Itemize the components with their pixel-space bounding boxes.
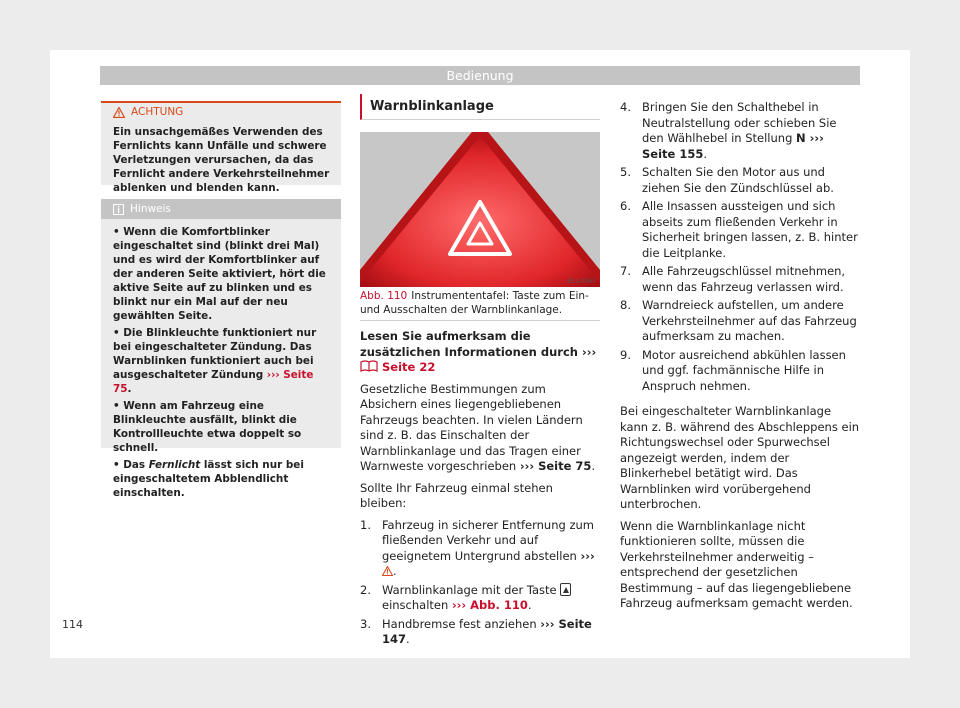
figure-caption: Abb. 110 Instrumententafel: Taste zum Ein- und Ausschalten der Warnblinkanlage.: [360, 287, 600, 321]
page-link[interactable]: N ››› Seite 155: [642, 131, 824, 161]
list-item: 9. Motor ausreichend abkühlen lassen und ggf. fachmännische Hilfe in Anspruch nehmen.: [620, 347, 846, 393]
right-text: [620, 100, 860, 618]
list-item: 2. Warnblinkanlage mit der Taste einschalten ››› Abb. 110.: [360, 583, 600, 614]
intro-page-link[interactable]: Seite 22: [382, 360, 436, 374]
steps-list: [360, 518, 600, 648]
page-number: 114: [62, 618, 83, 631]
middle-text: [360, 329, 600, 651]
legal-page-link[interactable]: ››› Seite 75: [519, 459, 592, 473]
hint-bullet: • Wenn am Fahrzeug eine Blinkleuchte ausfällt, blinkt die Kontrollleuchte etwa doppelt so schnell.: [113, 400, 302, 454]
list-item: 4. Bringen Sie den Schalthebel in Neutralstellung oder schieben Sie den Wählhebel in Stellung N ››› Seite 155.: [620, 100, 837, 161]
list-item: 7. Alle Fahrzeugschlüssel mitnehmen, wenn das Fahrzeug verlassen wird.: [620, 264, 846, 294]
list-item: 1. Fahrzeug in sicherer Entfernung zum fließenden Verkehr und auf geeignetem Untergrund abstellen ››› .: [360, 517, 595, 578]
figure-code: B1L-0267: [567, 278, 596, 285]
warning-icon: [382, 566, 393, 576]
info-icon: [113, 204, 124, 215]
hint-bullet: • Wenn die Komfortblinker eingeschaltet sind (blinkt drei Mal) und es wird der Komfortblinker auf der anderen Seite aktiviert, hört die aktive Seite auf zu blinken und es blinkt nur ein Mal auf der neu gewählten Seite.: [113, 226, 326, 322]
body-paragraph: Wenn die Warnblinkanlage nicht funktionieren sollte, müssen die Verkehrsteilnehmer anderweitig – entsprechend der gesetzlichen Bestimmung – auf das liegengebliebene Fahrzeug aufmerksam gemacht werden.: [620, 518, 853, 610]
figure-hazard-button: [360, 132, 600, 287]
list-item: 6. Alle Insassen aussteigen und sich abseits zum fließenden Verkehr in Sicherheit bringen lassen, z. B. hinter die Leitplanke.: [620, 199, 858, 260]
hint-page-link[interactable]: ››› Seite 75: [113, 369, 314, 395]
hint-box: [101, 199, 341, 499]
figure-label: Abb. 110: [360, 290, 408, 302]
warning-text: Ein unsachgemäßes Verwenden des Fernlichts kann Unfälle und schwere Verletzungen verursachen, da das Fernlicht andere Verkehrsteilnehmer ablenken und blenden kann.: [113, 126, 330, 194]
list-item: 5. Schalten Sie den Motor aus und ziehen Sie den Zündschlüssel ab.: [620, 165, 834, 195]
list-item: 8. Warndreieck aufstellen, um andere Verkehrsteilnehmer auf das Fahrzeug aufmerksam zu machen.: [620, 298, 857, 343]
book-icon: [360, 360, 378, 372]
warning-label: ACHTUNG: [131, 106, 184, 118]
steps-list-cont: [620, 100, 860, 394]
page-header: Bedienung: [100, 66, 860, 85]
body-paragraph: Sollte Ihr Fahrzeug einmal stehen bleiben:: [360, 480, 553, 510]
figure-ref-link[interactable]: ››› Abb. 110: [451, 598, 528, 612]
hazard-button-icon: [360, 132, 600, 287]
section-title: Warnblinkanlage: [360, 94, 600, 120]
warning-box: [101, 101, 341, 194]
body-paragraph: Bei eingeschalteter Warnblinkanlage kann z. B. während des Abschleppens ein Richtungswechsel oder Spurwechsel angezeigt werden, indem der Blinkerhebel betätigt wird. Das Warnblinken wird vorübergehend unterbrochen.: [620, 404, 860, 511]
hint-label: Hinweis: [130, 203, 171, 215]
hint-bullet: • Die Blinkleuchte funktioniert nur bei eingeschalteter Zündung. Das Warnblinken funktioniert auch bei ausgeschalteter Zündung ››› Seite 75.: [113, 327, 317, 395]
body-paragraph: Gesetzliche Bestimmungen zum Absichern eines liegengebliebenen Fahrzeugs beachten. In vielen Ländern sind z. B. das Einschalten der Warnblinkanlage und das Tragen einer Warnweste vorgeschrieben ››› Seite 75.: [360, 381, 596, 473]
hazard-key-icon: [560, 583, 571, 596]
warning-icon: [113, 107, 125, 118]
hint-bullet: • Das Fernlicht lässt sich nur bei eingeschaltetem Abblendlicht einschalten.: [113, 459, 304, 499]
list-item: 3. Handbremse fest anziehen ››› Seite 147.: [360, 616, 592, 646]
page-link[interactable]: ››› Seite 147: [382, 616, 592, 646]
intro-lead: Lesen Sie aufmerksam die zusätzlichen Informationen durch ››› Seite 22: [360, 329, 597, 374]
